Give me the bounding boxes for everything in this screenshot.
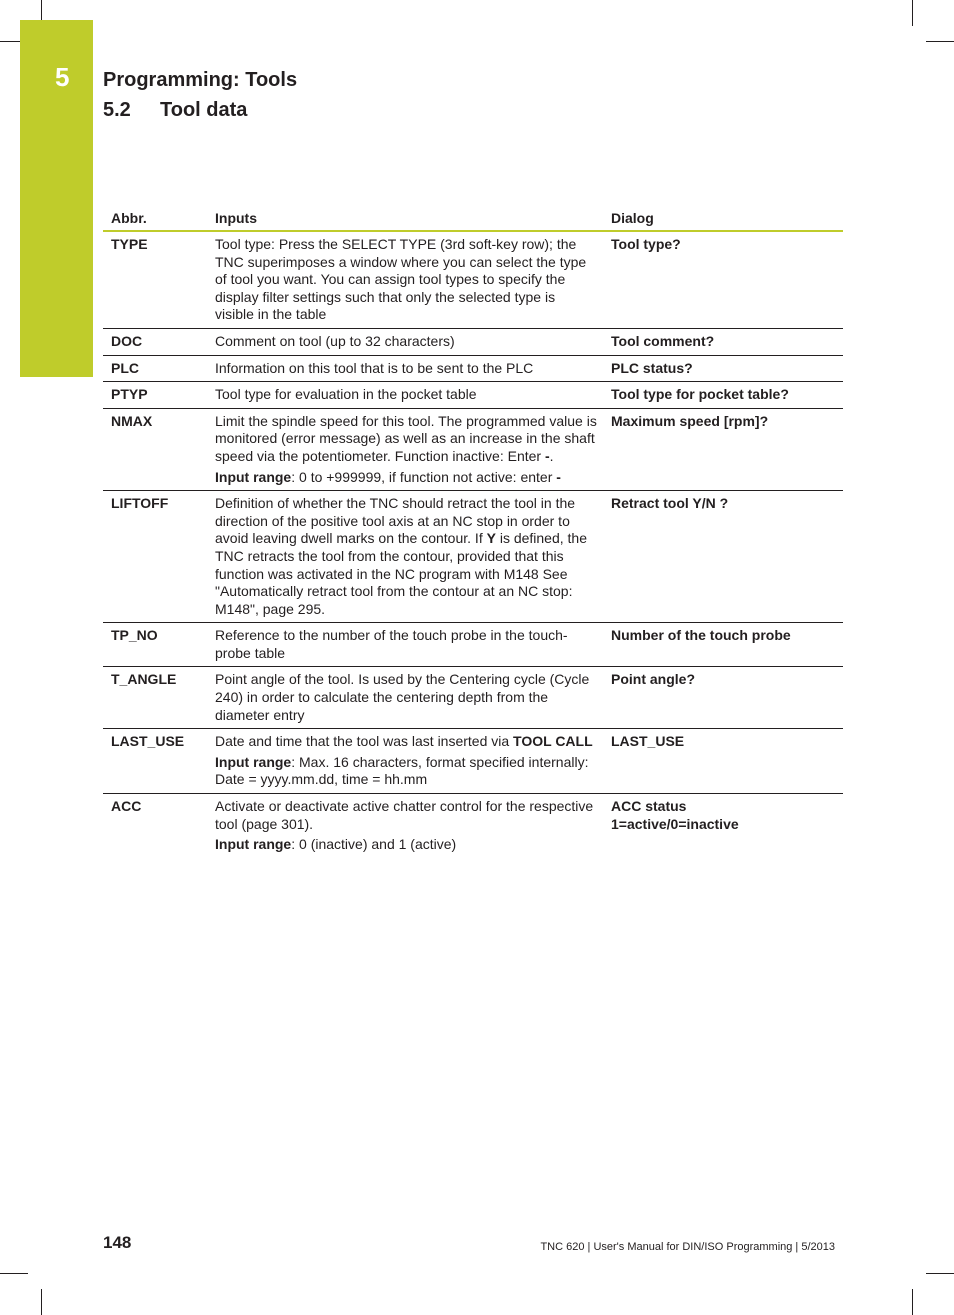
crop-mark bbox=[926, 41, 954, 42]
abbr-cell: T_ANGLE bbox=[103, 667, 207, 729]
abbr-cell: DOC bbox=[103, 328, 207, 355]
dialog-cell: Maximum speed [rpm]? bbox=[603, 408, 843, 490]
input-range-text bbox=[215, 469, 597, 487]
input-range-label: Input range bbox=[215, 468, 292, 485]
inputs-text: Comment on tool (up to 32 characters) bbox=[215, 332, 455, 349]
inputs-cell bbox=[207, 491, 603, 623]
dialog-cell: Number of the touch probe bbox=[603, 623, 843, 667]
dialog-text-line: 1=active/0=inactive bbox=[611, 815, 739, 832]
table-row bbox=[103, 794, 843, 858]
inputs-text bbox=[215, 733, 597, 751]
dialog-cell: Tool type for pocket table? bbox=[603, 382, 843, 409]
dialog-cell: Point angle? bbox=[603, 667, 843, 729]
inputs-text: Information on this tool that is to be sent to the PLC bbox=[215, 359, 534, 376]
inputs-bold-text: TOOL CALL bbox=[513, 733, 593, 750]
abbr-cell: PTYP bbox=[103, 382, 207, 409]
inputs-text: Tool type: Press the SELECT TYPE (3rd soft-key row); the TNC superimposes a window where you can select the type of tool you want. You can assign tool types to specify the display filter settings such that only the selected type is visible in the table bbox=[215, 236, 587, 323]
section-number: 5.2 bbox=[103, 99, 131, 121]
dialog-cell: Tool comment? bbox=[603, 328, 843, 355]
input-range-value: : 0 to +999999, if function not active: enter bbox=[291, 468, 557, 485]
dialog-text-line: ACC status bbox=[611, 798, 687, 815]
abbr-cell: LIFTOFF bbox=[103, 491, 207, 623]
section-title: Tool data bbox=[160, 99, 248, 121]
crop-mark bbox=[0, 1273, 28, 1274]
inputs-bold-text: Y bbox=[486, 530, 496, 547]
footer-text: TNC 620 | User's Manual for DIN/ISO Programming | 5/2013 bbox=[540, 1241, 835, 1253]
abbr-cell: TYPE bbox=[103, 231, 207, 328]
inputs-text-part: Definition of whether the TNC should retract the tool in the direction of the positive tool axis at an NC stop in order to avoid leaving dwell marks on the contour. If bbox=[215, 495, 576, 547]
inputs-cell bbox=[207, 355, 603, 382]
abbr-cell: NMAX bbox=[103, 408, 207, 490]
inputs-bold-text: - bbox=[544, 447, 550, 464]
inputs-cell bbox=[207, 623, 603, 667]
dialog-cell: Tool type? bbox=[603, 231, 843, 328]
dialog-cell: PLC status? bbox=[603, 355, 843, 382]
input-range-value: : 0 (inactive) and 1 (active) bbox=[291, 836, 457, 853]
crop-mark bbox=[912, 0, 913, 26]
table-row bbox=[103, 355, 843, 382]
inputs-text bbox=[215, 413, 597, 466]
input-range-text bbox=[215, 836, 597, 854]
inputs-cell bbox=[207, 408, 603, 490]
inputs-cell bbox=[207, 794, 603, 858]
input-range-label: Input range bbox=[215, 836, 292, 853]
dialog-cell: LAST_USE bbox=[603, 729, 843, 794]
inputs-cell bbox=[207, 382, 603, 409]
inputs-text-part: Date and time that the tool was last inserted via bbox=[215, 733, 514, 750]
inputs-text bbox=[215, 495, 597, 618]
table-row bbox=[103, 729, 843, 794]
inputs-text: Activate or deactivate active chatter control for the respective tool (page 301). bbox=[215, 798, 594, 832]
chapter-title: Programming: Tools bbox=[103, 69, 298, 91]
abbr-cell: TP_NO bbox=[103, 623, 207, 667]
abbr-cell: LAST_USE bbox=[103, 729, 207, 794]
page-number: 148 bbox=[103, 1233, 132, 1252]
table-row bbox=[103, 667, 843, 729]
inputs-text-part: Limit the spindle speed for this tool. The programmed value is monitored (error message) as well as an increase in the shaft speed via the potentiometer. Function inactive: Enter bbox=[215, 412, 597, 464]
table-header-row bbox=[103, 207, 843, 231]
inputs-text-end: is defined, the TNC retracts the tool from the contour, provided that this function was activated in the NC program with M148 See "Automatically retract tool from the contour at an NC stop: M148", page 295. bbox=[215, 530, 587, 617]
abbr-cell: PLC bbox=[103, 355, 207, 382]
inputs-text: Point angle of the tool. Is used by the Centering cycle (Cycle 240) in order to calculate the centering depth from the diameter entry bbox=[215, 671, 590, 723]
table-row bbox=[103, 231, 843, 328]
inputs-text-end: . bbox=[549, 447, 554, 464]
crop-mark bbox=[41, 1289, 42, 1315]
table-row bbox=[103, 623, 843, 667]
chapter-number: 5 bbox=[55, 62, 70, 92]
table-row bbox=[103, 491, 843, 623]
table-row bbox=[103, 328, 843, 355]
column-header-dialog: Dialog bbox=[603, 207, 843, 231]
input-range-bold: - bbox=[556, 468, 561, 485]
input-range-text bbox=[215, 754, 597, 789]
dialog-cell: Retract tool Y/N ? bbox=[603, 491, 843, 623]
column-header-inputs: Inputs bbox=[207, 207, 603, 231]
inputs-cell bbox=[207, 667, 603, 729]
inputs-cell bbox=[207, 231, 603, 328]
crop-mark bbox=[912, 1289, 913, 1315]
inputs-cell bbox=[207, 328, 603, 355]
tool-data-table bbox=[103, 207, 843, 858]
inputs-text: Tool type for evaluation in the pocket table bbox=[215, 386, 477, 403]
dialog-cell bbox=[603, 794, 843, 858]
input-range-label: Input range bbox=[215, 753, 292, 770]
input-range-value: : Max. 16 characters, format specified internally: Date = yyyy.mm.dd, time = hh.mm bbox=[215, 753, 589, 788]
column-header-abbr: Abbr. bbox=[103, 207, 207, 231]
abbr-cell: ACC bbox=[111, 798, 142, 815]
table-row bbox=[103, 408, 843, 490]
crop-mark bbox=[926, 1273, 954, 1274]
section-heading bbox=[103, 96, 247, 124]
table-row bbox=[103, 382, 843, 409]
inputs-cell bbox=[207, 729, 603, 794]
inputs-text: Reference to the number of the touch probe in the touch-probe table bbox=[215, 627, 568, 661]
